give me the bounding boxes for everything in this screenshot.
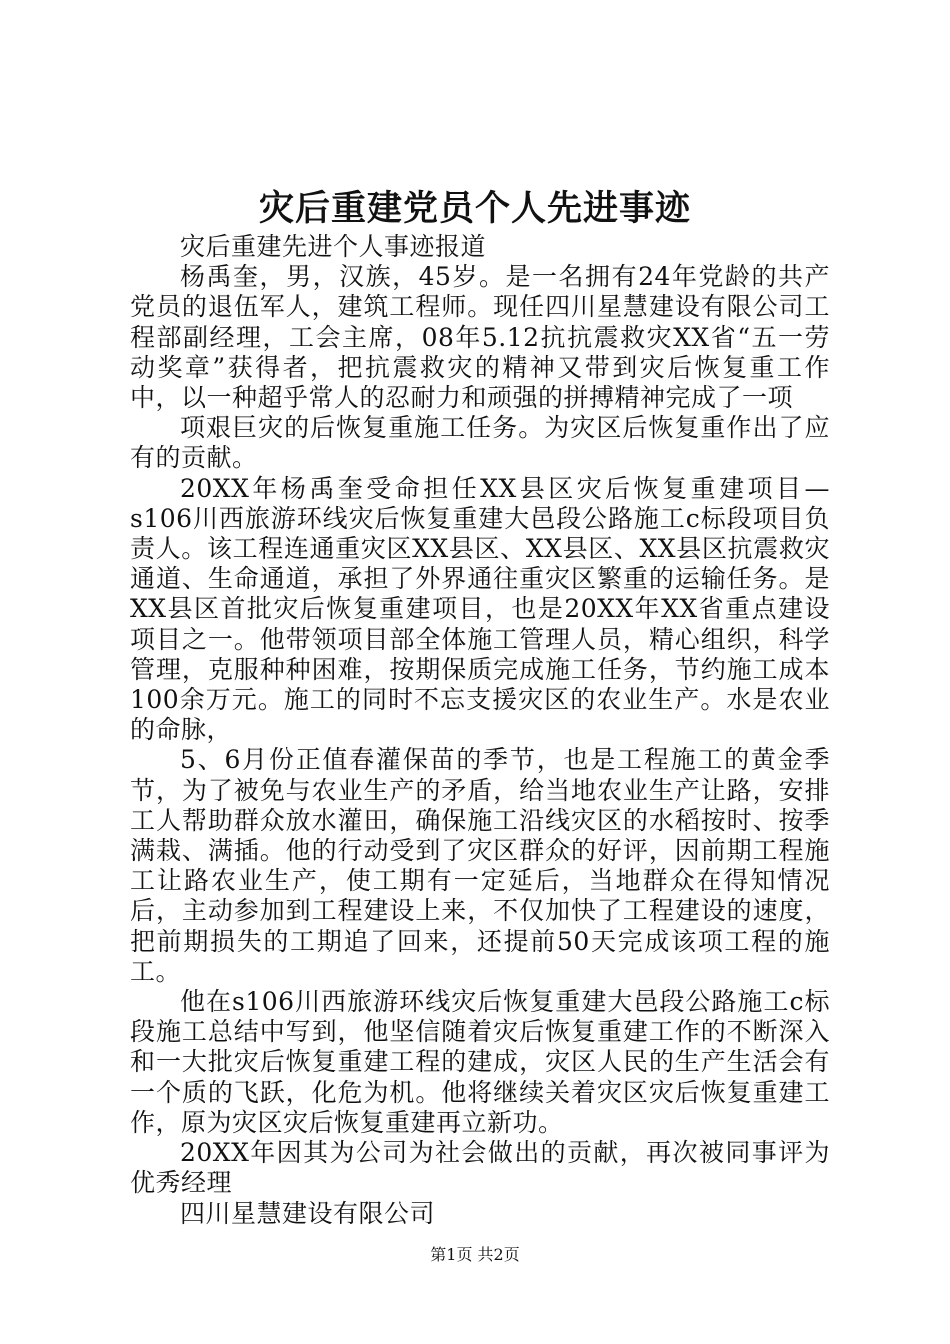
- paragraph-project: 20XX年杨禹奎受命担任XX县区灾后恢复重建项目—s106川西旅游环线灾后恢复重建大邑段公路施工c标段项目负责人。该工程连通重灾区XX县区、XX县区、XX县区抗震救灾通道、生命通道，承担了外界通往重灾区繁重的运输任务。是XX县区首批灾后恢复重建项目，也是20XX年XX省重点建设项目之一。他带领项目部全体施工管理人员，精心组织，科学管理，克服种种困难，按期保质完成施工任务，节约施工成本100余万元。施工的同时不忘支援灾区的农业生产。水是农业的命脉，: [130, 473, 830, 745]
- paragraph-award: 20XX年因其为公司为社会做出的贡献，再次被同事评为优秀经理: [130, 1138, 830, 1198]
- paragraph-company: 四川星慧建设有限公司: [180, 1198, 436, 1228]
- paragraph-heading: 灾后重建先进个人事迹报道: [180, 232, 487, 261]
- paragraph-farming: 5、6月份正值春灌保苗的季节，也是工程施工的黄金季节，为了被免与农业生产的矛盾，给当地农业生产让路，安排工人帮助群众放水灌田，确保施工沿线灾区的水稻按时、按季满栽、满插。他的行动受到了灾区群众的好评，因前期工程施工让路农业生产，使工期有一定延后，当地群众在得知情况后，主动参加到工程建设上来，不仅加快了工程建设的速度，把前期损失的工期追了回来，还提前50天完成该项工程的施工。: [130, 745, 830, 986]
- paragraph-contribution: 项艰巨灾的后恢复重施工任务。为灾区后恢复重作出了应有的贡献。: [130, 413, 830, 473]
- page-number-footer: 第1页 共2页: [430, 1245, 520, 1264]
- paragraph-summary: 他在s106川西旅游环线灾后恢复重建大邑段公路施工c标段施工总结中写到，他坚信随着灾后恢复重建工作的不断深入和一大批灾后恢复重建工程的建成，灾区人民的生产生活会有一个质的飞跃，化危为机。他将继续关着灾区灾后恢复重建工作，原为灾区灾后恢复重建再立新功。: [130, 987, 830, 1137]
- paragraph-profile: 杨禹奎，男，汉族，45岁。是一名拥有24年党龄的共产党员的退伍军人，建筑工程师。现任四川星慧建设有限公司工程部副经理，工会主席，08年5.12抗抗震救灾XX省“五一劳动奖章”获得者，把抗震救灾的精神又带到灾后恢复重工作中，以一种超乎常人的忍耐力和顽强的拼搏精神完成了一项: [130, 262, 830, 413]
- document-title: 灾后重建党员个人先进事迹: [258, 188, 691, 229]
- document-body: [130, 232, 830, 1229]
